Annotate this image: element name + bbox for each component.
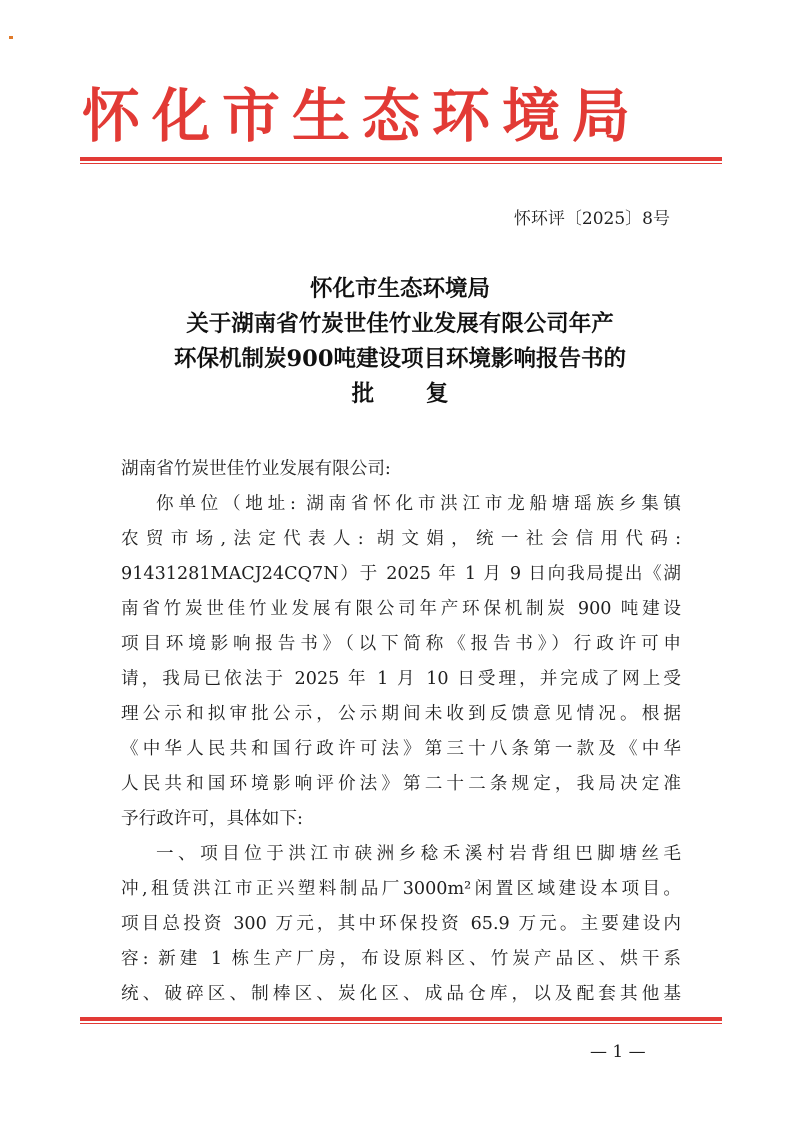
page-number: — 1 — bbox=[590, 1042, 646, 1062]
body-line: 容: 新建 1 栋生产厂房，布设原料区、竹炭产品区、烘干系 bbox=[121, 949, 681, 969]
title-line-1: 怀化市生态环境局 bbox=[309, 276, 490, 302]
body-line: 予行政许可，具体如下: bbox=[121, 809, 303, 829]
body-line: 一、项目位于洪江市硖洲乡稔禾溪村岩背组巴脚塘丝毛 bbox=[156, 844, 681, 864]
footer-rule-thin bbox=[80, 1023, 722, 1024]
body-line: 南省竹炭世佳竹业发展有限公司年产环保机制炭 900 吨建设 bbox=[121, 599, 681, 619]
body-line: 统、破碎区、制棒区、炭化区、成品仓库，以及配套其他基 bbox=[121, 984, 681, 1004]
body-line: 冲,租赁洪江市正兴塑料制品厂3000m²闲置区域建设本项目。 bbox=[121, 879, 681, 899]
header-rule-thin bbox=[80, 163, 722, 164]
recipient-line: 湖南省竹炭世佳竹业发展有限公司: bbox=[121, 459, 391, 479]
title-line-2: 关于湖南省竹炭世佳竹业发展有限公司年产 bbox=[186, 311, 614, 337]
header-rule-thick bbox=[80, 157, 722, 161]
scan-mark bbox=[9, 36, 13, 39]
document-number: 怀环评〔2025〕8号 bbox=[513, 209, 670, 229]
document-title bbox=[80, 272, 720, 412]
document-body bbox=[121, 452, 681, 1012]
footer-rule-thick bbox=[80, 1017, 722, 1021]
agency-header-title: 怀化市生态环境局 bbox=[82, 82, 643, 150]
body-line: 91431281MACJ24CQ7N）于 2025 年 1 月 9 日向我局提出《湖 bbox=[121, 564, 681, 584]
body-line: 《中华人民共和国行政许可法》第三十八条第一款及《中华 bbox=[121, 739, 681, 759]
body-line: 人民共和国环境影响评价法》第二十二条规定，我局决定准 bbox=[121, 774, 681, 794]
body-line: 请，我局已依法于 2025 年 1 月 10 日受理，并完成了网上受 bbox=[121, 669, 681, 689]
title-line-3: 环保机制炭900吨建设项目环境影响报告书的 bbox=[174, 346, 626, 372]
body-line: 项目环境影响报告书》（以下简称《报告书》）行政许可申 bbox=[121, 634, 681, 654]
title-line-4: 批 复 bbox=[351, 381, 471, 407]
body-line: 理公示和拟审批公示，公示期间未收到反馈意见情况。根据 bbox=[121, 704, 681, 724]
body-line: 你单位（地址: 湖南省怀化市洪江市龙船塘瑶族乡集镇 bbox=[156, 494, 681, 514]
body-line: 项目总投资 300 万元，其中环保投资 65.9 万元。主要建设内 bbox=[121, 914, 681, 934]
body-line: 农贸市场,法定代表人: 胡文娟，统一社会信用代码: bbox=[121, 529, 681, 549]
